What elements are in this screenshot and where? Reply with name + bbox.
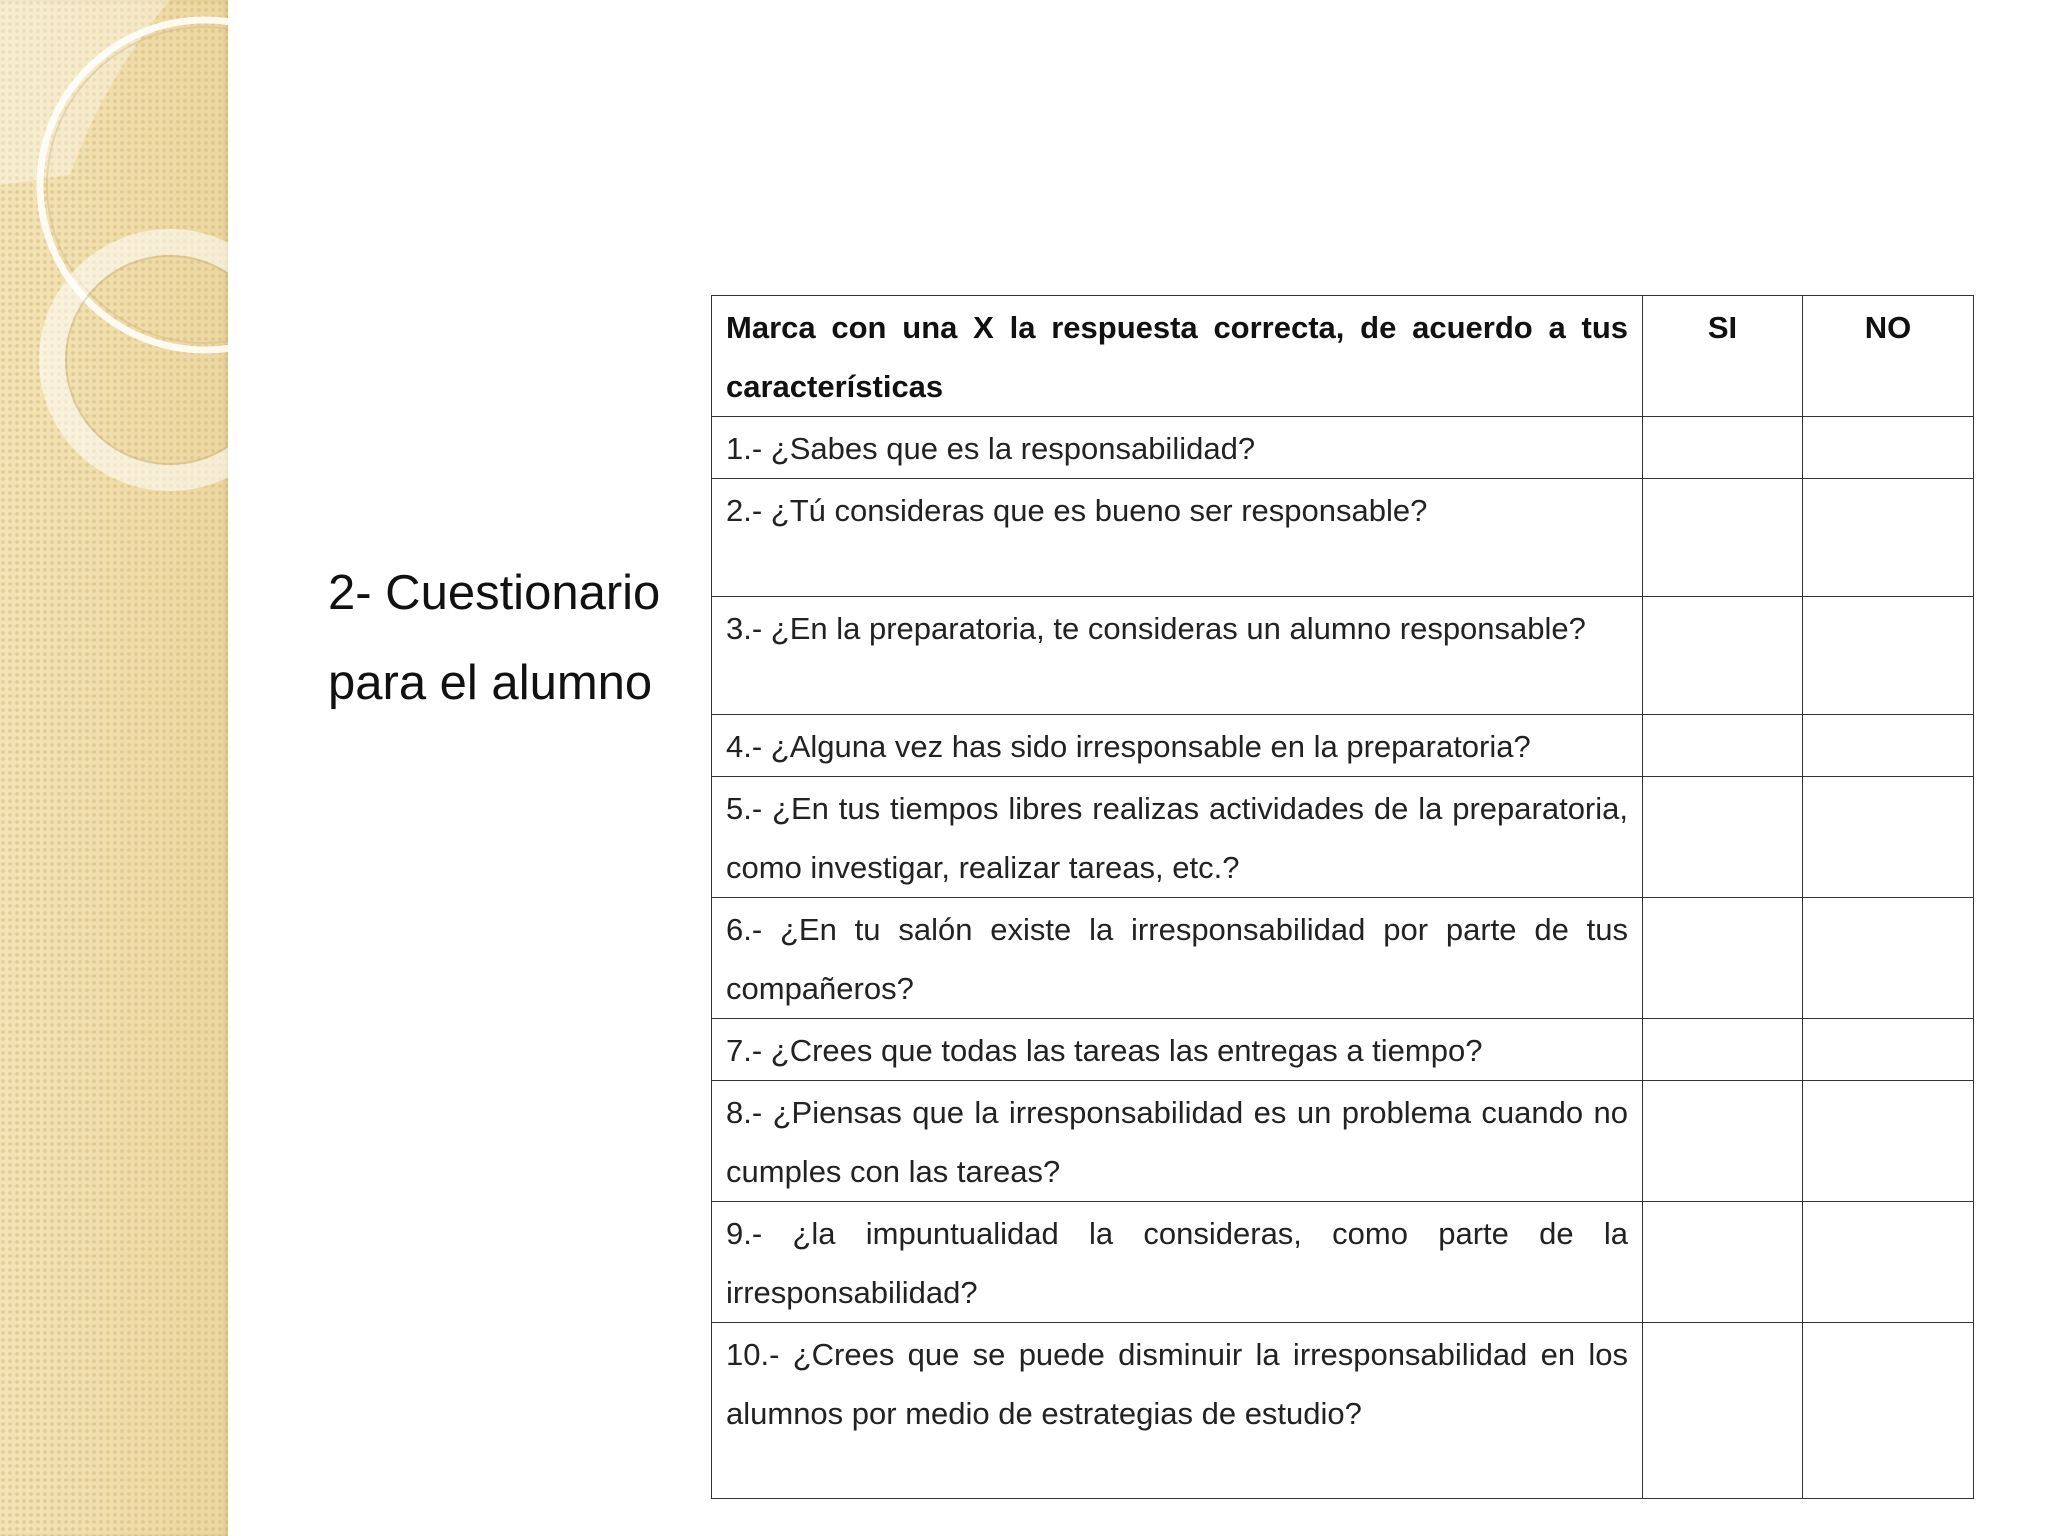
answer-yes-cell[interactable] [1643, 715, 1803, 777]
table-row [712, 1081, 1974, 1202]
question-cell: 3.- ¿En la preparatoria, te consideras un alumno responsable? [712, 597, 1643, 715]
answer-yes-cell[interactable] [1643, 1202, 1803, 1323]
answer-yes-cell[interactable] [1643, 1323, 1803, 1499]
answer-no-cell[interactable] [1803, 479, 1974, 597]
header-no: NO [1803, 296, 1974, 417]
slide-title [328, 548, 708, 728]
answer-no-cell[interactable] [1803, 715, 1974, 777]
decorative-side-strip [0, 0, 228, 1536]
table-row [712, 898, 1974, 1019]
header-question: Marca con una X la respuesta correcta, de acuerdo a tus características [712, 296, 1643, 417]
answer-yes-cell[interactable] [1643, 417, 1803, 479]
table-row [712, 417, 1974, 479]
answer-yes-cell[interactable] [1643, 597, 1803, 715]
table-row [712, 715, 1974, 777]
table-row [712, 1323, 1974, 1499]
answer-no-cell[interactable] [1803, 1081, 1974, 1202]
question-cell: 1.- ¿Sabes que es la responsabilidad? [712, 417, 1643, 479]
answer-yes-cell[interactable] [1643, 479, 1803, 597]
table-row [712, 597, 1974, 715]
answer-no-cell[interactable] [1803, 417, 1974, 479]
table-row [712, 1202, 1974, 1323]
answer-yes-cell[interactable] [1643, 1081, 1803, 1202]
answer-no-cell[interactable] [1803, 1323, 1974, 1499]
table-row [712, 1019, 1974, 1081]
answer-yes-cell[interactable] [1643, 898, 1803, 1019]
slide-title-line-2: para el alumno [328, 656, 653, 710]
header-yes: SI [1643, 296, 1803, 417]
answer-yes-cell[interactable] [1643, 1019, 1803, 1081]
question-cell: 5.- ¿En tus tiempos libres realizas actividades de la preparatoria, como investigar, realizar tareas, etc.? [712, 777, 1643, 898]
answer-yes-cell[interactable] [1643, 777, 1803, 898]
question-cell: 10.- ¿Crees que se puede disminuir la irresponsabilidad en los alumnos por medio de estrategias de estudio? [712, 1323, 1643, 1499]
answer-no-cell[interactable] [1803, 898, 1974, 1019]
decorative-rings [0, 0, 228, 560]
question-cell: 2.- ¿Tú consideras que es bueno ser responsable? [712, 479, 1643, 597]
question-cell: 4.- ¿Alguna vez has sido irresponsable en la preparatoria? [712, 715, 1643, 777]
questionnaire-table [711, 295, 1974, 1499]
slide-title-line-1: 2- Cuestionario [328, 566, 661, 620]
question-cell: 9.- ¿la impuntualidad la consideras, como parte de la irresponsabilidad? [712, 1202, 1643, 1323]
answer-no-cell[interactable] [1803, 1202, 1974, 1323]
table-header-row [712, 296, 1974, 417]
question-cell: 7.- ¿Crees que todas las tareas las entregas a tiempo? [712, 1019, 1643, 1081]
answer-no-cell[interactable] [1803, 597, 1974, 715]
answer-no-cell[interactable] [1803, 777, 1974, 898]
answer-no-cell[interactable] [1803, 1019, 1974, 1081]
question-cell: 6.- ¿En tu salón existe la irresponsabilidad por parte de tus compañeros? [712, 898, 1643, 1019]
question-cell: 8.- ¿Piensas que la irresponsabilidad es un problema cuando no cumples con las tareas? [712, 1081, 1643, 1202]
table-row [712, 777, 1974, 898]
table-row [712, 479, 1974, 597]
